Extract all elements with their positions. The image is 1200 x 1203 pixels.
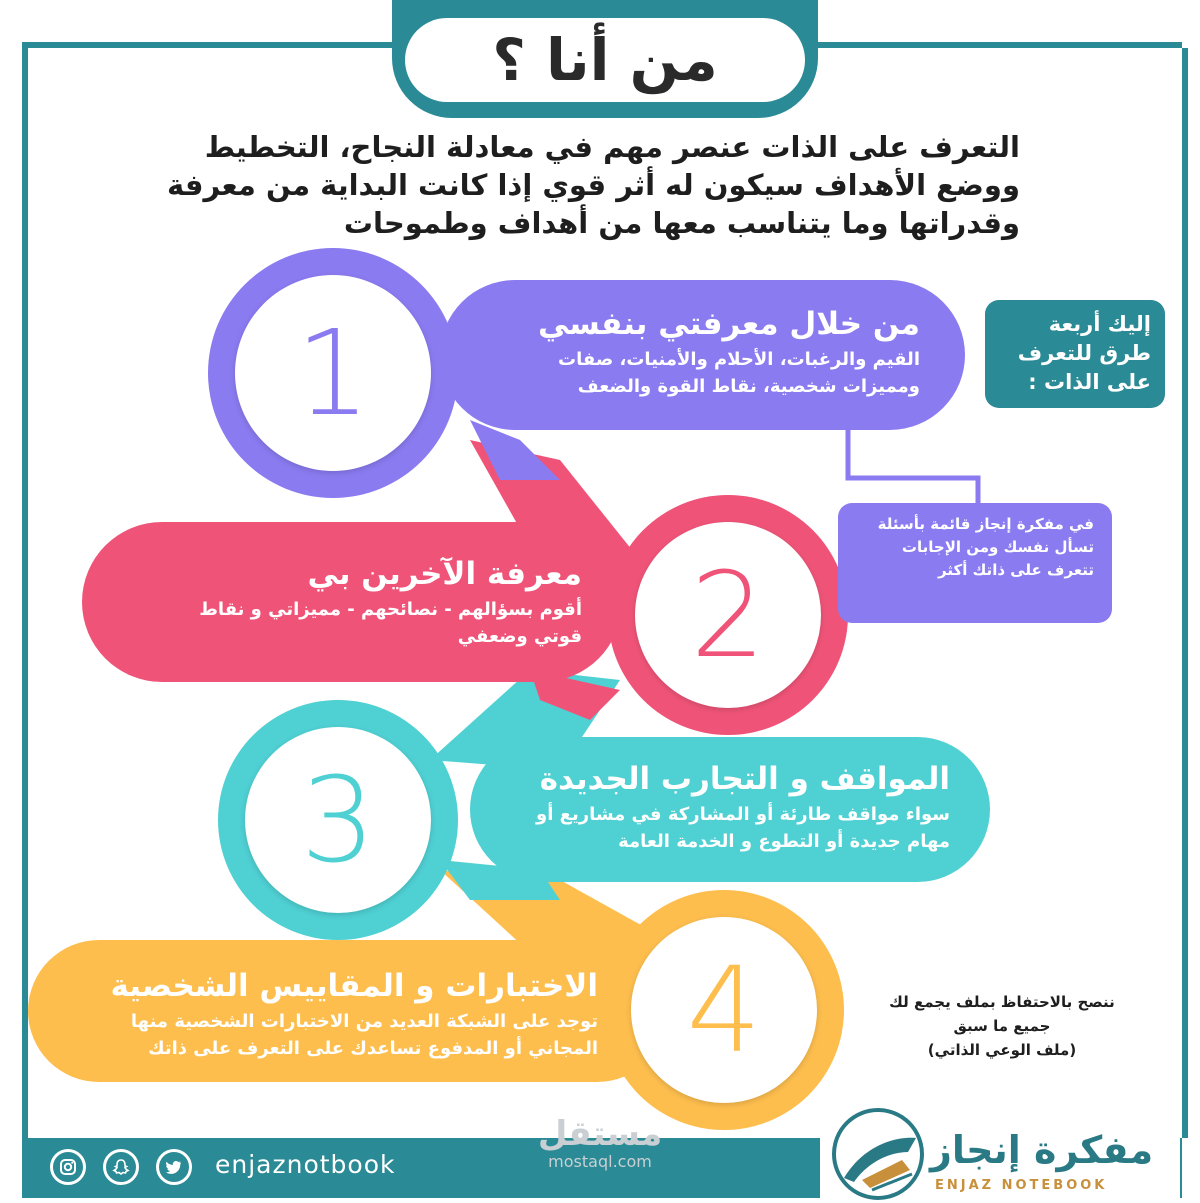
brand-name-english: ENJAZ NOTEBOOK	[935, 1178, 1108, 1193]
closing-line: (ملف الوعي الذاتي)	[927, 1041, 1077, 1059]
watermark-arabic: مستقل	[537, 1114, 663, 1154]
step-1-card	[440, 280, 965, 430]
intro-line: ووضع الأهداف سيكون له أثر قوي إذا كانت البداية من معرفة	[166, 168, 1020, 202]
step-3-ring	[218, 700, 458, 940]
closing-line: جميع ما سبق	[953, 1017, 1051, 1035]
step-2-number: 2	[690, 546, 766, 684]
step-1-body: القيم والرغبات، الأحلام والأمنيات، صفات ومميزات شخصية، نقاط القوة والضعف	[558, 349, 920, 397]
brand-name-arabic: مفكرة إنجاز	[930, 1128, 1154, 1172]
step-1-ring	[208, 248, 458, 498]
step-4-heading: الاختبارات و المقاييس الشخصية	[110, 968, 598, 1004]
page-title: من أنا ؟	[492, 26, 718, 94]
four-ways-line: على الذات :	[1028, 370, 1151, 394]
step-1-number: 1	[295, 304, 371, 442]
step-4-card	[28, 940, 668, 1082]
closing-line: ننصح بالاحتفاظ بملف يجمع لك	[889, 993, 1115, 1011]
four-ways-line: إليك أربعة	[1048, 312, 1151, 336]
watermark	[515, 1115, 685, 1171]
intro-line: وقدراتها وما يتناسب معها من أهداف وطموحات	[343, 206, 1020, 240]
step-1-heading: من خلال معرفتي بنفسي	[537, 306, 920, 342]
step-1-badge	[235, 275, 431, 471]
step-3-body: سواء مواقف طارئة أو المشاركة في مشاريع أو مهام جديدة أو التطوع و الخدمة العامة	[536, 804, 950, 852]
four-ways-line: طرق للتعرف	[1017, 341, 1151, 365]
step-2-body: أقوم بسؤالهم - نصائحهم - مميزاتي و نقاط قوتي وضعفي	[199, 599, 582, 647]
watermark-latin: mostaql.com	[548, 1152, 652, 1171]
snapchat-icon[interactable]	[103, 1149, 139, 1185]
closing-advice	[852, 990, 1152, 1062]
step-2-card	[82, 522, 622, 682]
step-2-heading: معرفة الآخرين بي	[307, 556, 582, 592]
step-4-badge	[631, 917, 817, 1103]
step-4-ring	[604, 890, 844, 1130]
step-3-badge	[245, 727, 431, 913]
step-2-badge	[635, 522, 821, 708]
four-ways-box	[985, 300, 1165, 408]
note-connector	[848, 430, 978, 503]
notebook-logo-icon	[832, 1108, 924, 1200]
twitter-icon[interactable]	[156, 1149, 192, 1185]
instagram-icon[interactable]	[50, 1149, 86, 1185]
step-3-number: 3	[300, 751, 376, 889]
step-3-card	[470, 737, 990, 882]
intro-line: التعرف على الذات عنصر مهم في معادلة النجاح، التخطيط	[204, 130, 1020, 164]
step-3-heading: المواقف و التجارب الجديدة	[539, 761, 950, 797]
step-2-ring	[608, 495, 848, 735]
step-4-number: 4	[686, 941, 762, 1079]
notebook-note-box	[838, 503, 1112, 623]
step-4-body: توجد على الشبكة العديد من الاختبارات الشخصية منها المجاني أو المدفوع تساعدك على التعرف على ذاتك	[130, 1011, 598, 1059]
notebook-note-text: في مفكرة إنجاز قائمة بأسئلة تسأل نفسك ومن الإجابات تتعرف على ذاتك أكثر	[877, 515, 1094, 579]
social-handle[interactable]: enjaznotbook	[215, 1150, 396, 1179]
